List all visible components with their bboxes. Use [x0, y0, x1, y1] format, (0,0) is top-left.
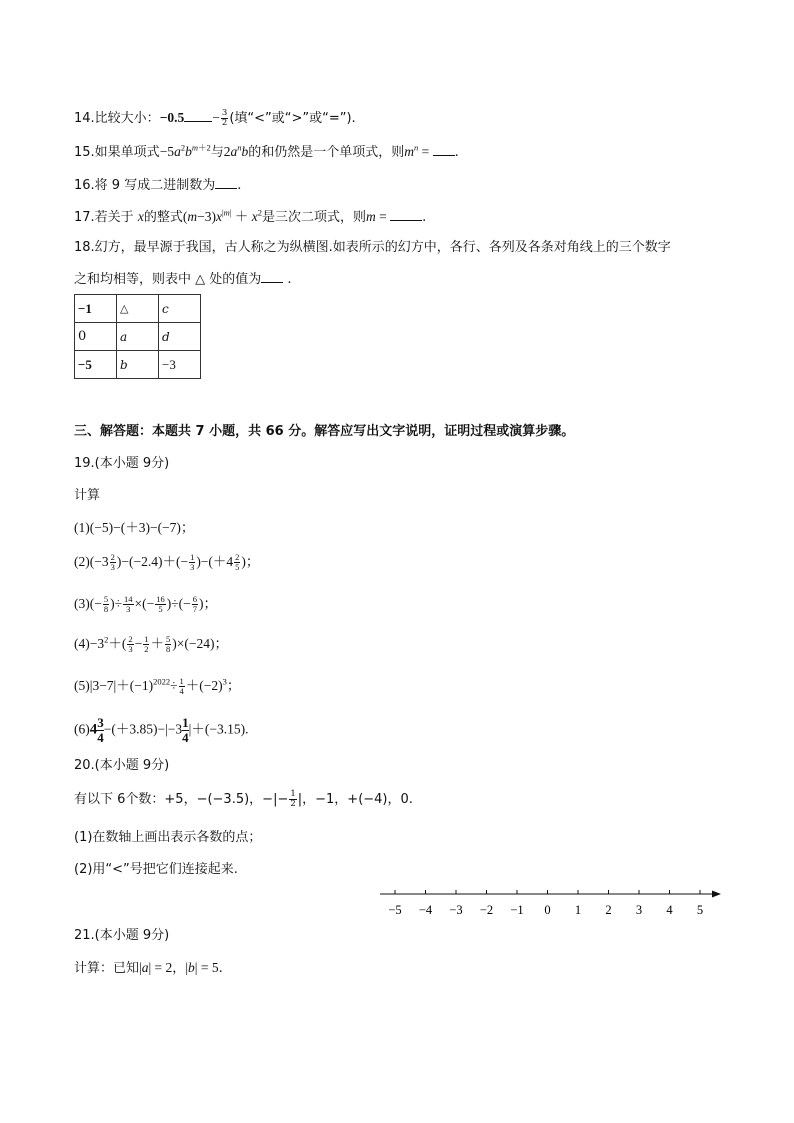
tick-label: 3 [635, 903, 643, 917]
frac-num: 2 [110, 552, 115, 563]
q19-p3d: )÷(− [166, 596, 191, 611]
frac-den: 4 [179, 686, 184, 697]
q21-cond-b: |b| = 5 [185, 960, 219, 975]
frac-num: 5 [103, 594, 109, 605]
q19-p3b: )÷ [110, 596, 123, 611]
q19-p5b: ÷ [170, 678, 178, 693]
q20-s1: (1)在数轴上画出表示各数的点； [74, 830, 262, 845]
fraction [110, 553, 116, 572]
q19-part-6 [74, 716, 248, 745]
frac-den: 8 [165, 644, 171, 655]
frac-num: 2 [128, 634, 133, 645]
fraction [127, 635, 133, 654]
frac-den: 7 [192, 604, 198, 615]
table-cell: d [159, 323, 201, 351]
q21-end: . [218, 961, 223, 976]
frac-den: 3 [190, 562, 195, 573]
q19-p5a: (5)|3−7|＋(−1) [74, 678, 154, 693]
q19-p2b: )−(−2.4)＋(− [116, 554, 189, 569]
q17-end: . [422, 210, 427, 225]
question-19-head [74, 454, 169, 474]
frac-num: 5 [165, 634, 171, 645]
question-19-intro [74, 486, 100, 506]
answer-blank [390, 207, 422, 221]
q15-equals: = [418, 144, 433, 159]
q17-polynomial: $(m-3)x^{|m|} + x^2$ [182, 207, 262, 224]
question-21-line [74, 958, 223, 979]
q20-head: 20.(本小题 9分) [74, 758, 170, 773]
q21-cond-a: |a| = 2 [139, 960, 173, 975]
q19-p2c: )−(＋4 [196, 554, 234, 569]
fraction [155, 595, 166, 614]
mixed-integer: 4 [89, 721, 98, 738]
q16-text: 16.将 9 写成二进制数为 [74, 178, 216, 193]
q18-line1: 18.幻方，最早源于我国，古人称之为纵横图.如表所示的幻方中，各行、各列及各条对角线上的三个数字 [74, 240, 671, 255]
fraction [289, 790, 296, 809]
question-14 [74, 108, 356, 129]
q14-fraction [221, 109, 228, 128]
tick-label: −5 [388, 903, 402, 917]
q19-p6a: (6) [74, 721, 90, 737]
exponent: 2 [104, 634, 109, 645]
tick-label: 4 [666, 903, 673, 917]
frac-num: 6 [192, 594, 198, 605]
tick-label: −4 [418, 903, 433, 917]
q18-end: . [287, 272, 292, 287]
q15-mid: 与 [210, 145, 224, 160]
table-row [75, 295, 201, 323]
frac-den: 2 [144, 644, 149, 655]
q20-line-end: |，−1，+(−4)，0. [297, 792, 413, 807]
table-cell: 0 [75, 323, 117, 351]
question-20-line [74, 790, 413, 810]
q19-p6c: |＋(−3.15). [188, 721, 249, 737]
section-heading [74, 422, 574, 442]
fraction [234, 553, 240, 572]
q19-part-2 [74, 552, 259, 572]
frac-den: 5 [158, 604, 163, 615]
fraction [103, 595, 109, 614]
q19-p1: (1)(−5)−(＋3)−(−7)； [74, 520, 195, 535]
magic-square-table [74, 294, 201, 379]
q19-intro: 计算 [74, 488, 101, 503]
q20-s2: (2)用“<”号把它们连接起来. [74, 862, 238, 877]
table-cell: △ [117, 295, 159, 323]
tick-label: −3 [449, 903, 463, 917]
frac-num: 3 [97, 715, 104, 730]
answer-blank [261, 269, 283, 283]
exponent: 2022 [153, 676, 171, 687]
frac-num: 2 [235, 552, 240, 563]
q19-part-1 [74, 518, 194, 538]
arrow-icon [712, 891, 721, 898]
table-cell: c [159, 295, 201, 323]
q17-variable: x [137, 209, 144, 224]
q19-p4b: ＋( [108, 636, 127, 651]
frac-num: 16 [156, 594, 165, 605]
answer-blank [215, 175, 237, 189]
exponent: 3 [222, 676, 227, 687]
fraction [165, 635, 171, 654]
q19-p4d: ＋ [150, 636, 164, 651]
fraction [123, 595, 134, 614]
answer-blank [184, 108, 212, 122]
question-21-head [74, 926, 169, 946]
question-17 [74, 207, 426, 228]
question-20-step-1 [74, 828, 261, 848]
q19-p4e: )×(−24)； [172, 636, 228, 651]
q21-head: 21.(本小题 9分) [74, 928, 170, 943]
tick-label: −1 [510, 903, 524, 917]
q19-p2d: )； [241, 554, 260, 569]
tick-label: 2 [605, 903, 612, 917]
q15-expression: $m^n$ [404, 142, 419, 159]
q16-end: . [237, 178, 242, 193]
q14-tail: (填“<”或“>”或“=”). [229, 111, 356, 126]
q19-p3c: ×(− [134, 596, 155, 611]
tick-label: 5 [696, 903, 704, 917]
tick-label: 0 [544, 903, 551, 917]
q19-p5d: ； [226, 678, 241, 693]
number-line [374, 882, 724, 922]
question-20-head [74, 756, 169, 776]
q19-part-4 [74, 634, 228, 654]
table-row [75, 323, 201, 351]
tick-label: 1 [574, 903, 582, 917]
question-18-line-1 [74, 238, 671, 258]
section3-text: 三、解答题：本题共 7 小题，共 66 分。解答应写出文字说明，证明过程或演算步骤。 [74, 424, 575, 439]
q17-answer-var: m = [366, 209, 391, 224]
answer-blank [433, 142, 455, 156]
table-cell: a [117, 323, 159, 351]
frac-den: 4 [182, 730, 189, 745]
q19-p4c: − [134, 636, 143, 651]
question-18-line-2 [74, 269, 292, 290]
q14-value-a: −0.5 [159, 110, 185, 125]
question-20-step-2 [74, 860, 238, 880]
q15-monomial-1: $-5a^2b^{m+2}$ [159, 142, 211, 159]
q14-minus: − [212, 110, 220, 125]
q15-end: . [454, 145, 459, 160]
q19-p3a: (3)(− [74, 596, 102, 611]
q21-mid: ， [172, 961, 186, 976]
fraction [143, 635, 149, 654]
q19-head: 19.(本小题 9分) [74, 456, 170, 471]
q19-p3e: )； [199, 596, 218, 611]
table-cell: −5 [75, 351, 117, 379]
table-cell: −1 [75, 295, 117, 323]
q17-lead: 17.若关于 [74, 210, 134, 225]
fraction [192, 595, 198, 614]
q18-line2: 之和均相等，则表中 △ 处的值为 [74, 272, 262, 287]
q21-lead: 计算：已知 [74, 961, 140, 976]
q19-p6b: −(＋3.85)−|−3 [103, 721, 183, 737]
q19-part-5 [74, 676, 240, 696]
frac-num: 14 [124, 594, 133, 605]
fraction [179, 677, 185, 696]
q19-part-3 [74, 594, 217, 614]
frac-num: 3 [221, 108, 228, 118]
q14-lead: 14.比较大小： [74, 111, 160, 126]
frac-den: 4 [97, 730, 104, 745]
table-row [75, 351, 201, 379]
frac-den: 2 [290, 799, 296, 809]
q15-monomial-2: $2a^nb$ [223, 142, 249, 159]
q19-p2a: (2)(−3 [74, 554, 109, 569]
question-16 [74, 175, 241, 196]
q17-mid: 的整式 [143, 210, 183, 225]
question-15 [74, 142, 459, 163]
q19-p5c: ＋(−2) [185, 678, 223, 693]
q19-p4a: (4)−3 [74, 636, 105, 651]
frac-num: 1 [179, 676, 184, 687]
q15-lead: 15.如果单项式 [74, 145, 160, 160]
frac-num: 1 [190, 552, 195, 563]
q15-tail: 的和仍然是一个单项式，则 [248, 145, 405, 160]
frac-num: 1 [182, 715, 189, 730]
table-cell: b [117, 351, 159, 379]
frac-den: 5 [235, 562, 240, 573]
frac-num: 1 [290, 789, 296, 799]
frac-num: 1 [144, 634, 149, 645]
frac-den: 3 [126, 604, 131, 615]
q20-line: 有以下 6个数：+5，−(−3.5)，−|− [74, 792, 289, 807]
frac-den: 3 [110, 562, 115, 573]
q17-mid2: 是三次二项式，则 [262, 210, 367, 225]
fraction [189, 553, 195, 572]
table-cell: −3 [159, 351, 201, 379]
frac-den: 8 [103, 604, 109, 615]
tick-label: −2 [479, 903, 494, 917]
frac-den: 3 [128, 644, 133, 655]
frac-den: 2 [221, 118, 228, 128]
